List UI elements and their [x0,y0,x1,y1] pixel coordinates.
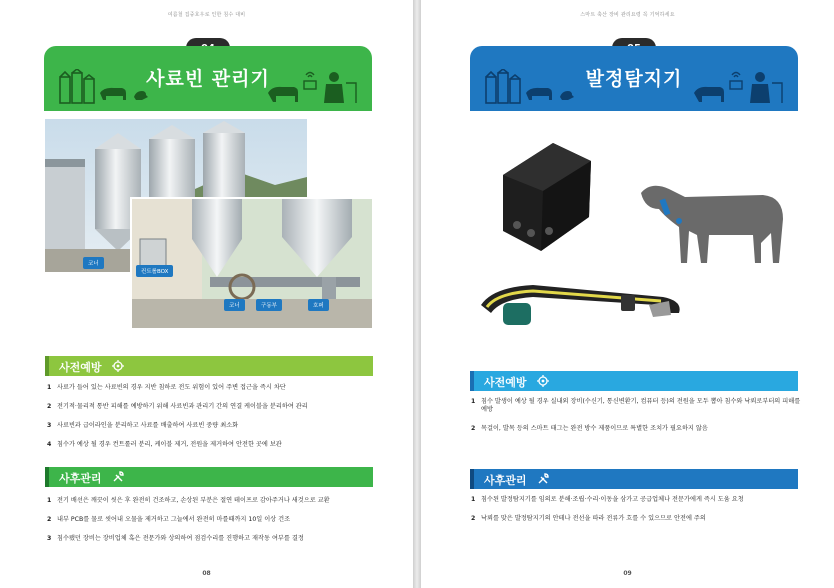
prevention-section-header [45,356,373,376]
running-head: 여름철 집중호우로 인한 침수 대비 [167,12,246,18]
list-item: 1 전기 배선은 깨끗이 씻은 후 완전히 건조하고, 손상된 부분은 절연 테이프로 감아주거나 새것으로 교환 [47,497,330,504]
title-banner [44,46,372,111]
prevention-section-header [470,371,798,391]
sensor-device-icon [503,143,591,251]
list-item: 1 사료가 들어 있는 사료빈의 경우 지반 침하로 전도 위험이 있어 주변 접근을 즉시 차단 [47,384,286,391]
list-item: 2 목걸이, 발목 등의 스마트 태그는 완전 방수 제품이므로 특별한 조치가 필요하지 않음 [471,425,708,432]
list-item: 1 침수된 발정탐지기를 임의로 분해·조립·수리·이동을 삼가고 공급업체나 전문가에게 즉시 도움 요청 [471,496,744,503]
banner-title: 사료빈 관리기 [146,68,270,90]
farmer-cattle-icon [264,69,360,105]
cow-silhouette-icon [641,186,783,263]
list-item: 2 낙뢰를 맞은 발정탐지기의 안테나 전선을 따라 전류가 흐를 수 있으므로 안전에 주의 [471,515,706,522]
wrench-icon [536,472,550,486]
controller-photo [130,197,374,330]
left-page [0,0,413,588]
prevention-list [47,384,377,460]
aftercare-list [47,497,377,554]
list-item: 3 침수됐던 장비는 장비업체 혹은 전문가와 상의하여 점검수리를 진행하고 재작동 여부를 결정 [47,535,304,542]
prevention-heading: 사전예방 [484,376,527,389]
drive-unit-label-tag: 구동부 [256,299,282,311]
aftercare-list [471,496,805,534]
banner-title: 발정탐지기 [585,68,683,90]
wrench-icon [111,470,125,484]
corner-label-tag: 코너 [224,299,245,311]
aftercare-heading: 사후관리 [484,474,527,487]
gear-icon [536,374,550,388]
page-number: 09 [623,570,632,577]
right-page [421,0,834,588]
aftercare-section-header [470,469,798,489]
corner-label-tag: 코너 [83,257,104,269]
list-item: 4 침수가 예상 될 경우 컨트롤러 분리, 케이블 제거, 전원을 제거하여 안전한 곳에 보관 [47,441,282,448]
gear-icon [111,359,125,373]
control-box-label-tag: 컨트롤BOX [136,265,173,277]
heat-detector-illustration [473,135,803,335]
title-banner [470,46,798,111]
list-item: 3 사료빈과 급이라인을 분리하고 사료를 배출하여 사료빈 중량 최소화 [47,422,239,429]
list-item: 2 전기적·물리적 통반 피해를 예방하기 위해 사료빈과 관리기 간의 연결 케이블을 분리하여 관리 [47,403,308,410]
book-gutter [413,0,421,588]
list-item: 2 내부 PCB를 물로 씻어내 오물을 제거하고 그늘에서 완전히 마를때까지 10일 이상 건조 [47,516,291,523]
hopper-label-tag: 호퍼 [308,299,329,311]
page-number: 08 [202,570,211,577]
farmer-cattle-icon [690,69,786,105]
list-item: 1 침수 발생이 예상 될 경우 실내외 장비(수신기, 통신변환기, 컴퓨터 등)의 전원을 모두 뽑아 침수와 낙뢰로부터의 피해를 예방 [471,398,801,413]
running-head: 스마트 축산 장비 관리요령 꼭 기억하세요 [580,12,675,18]
aftercare-section-header [45,467,373,487]
aftercare-heading: 사후관리 [59,472,102,485]
prevention-heading: 사전예방 [59,361,102,374]
collar-strap-icon [481,285,680,325]
prevention-list [471,398,805,444]
